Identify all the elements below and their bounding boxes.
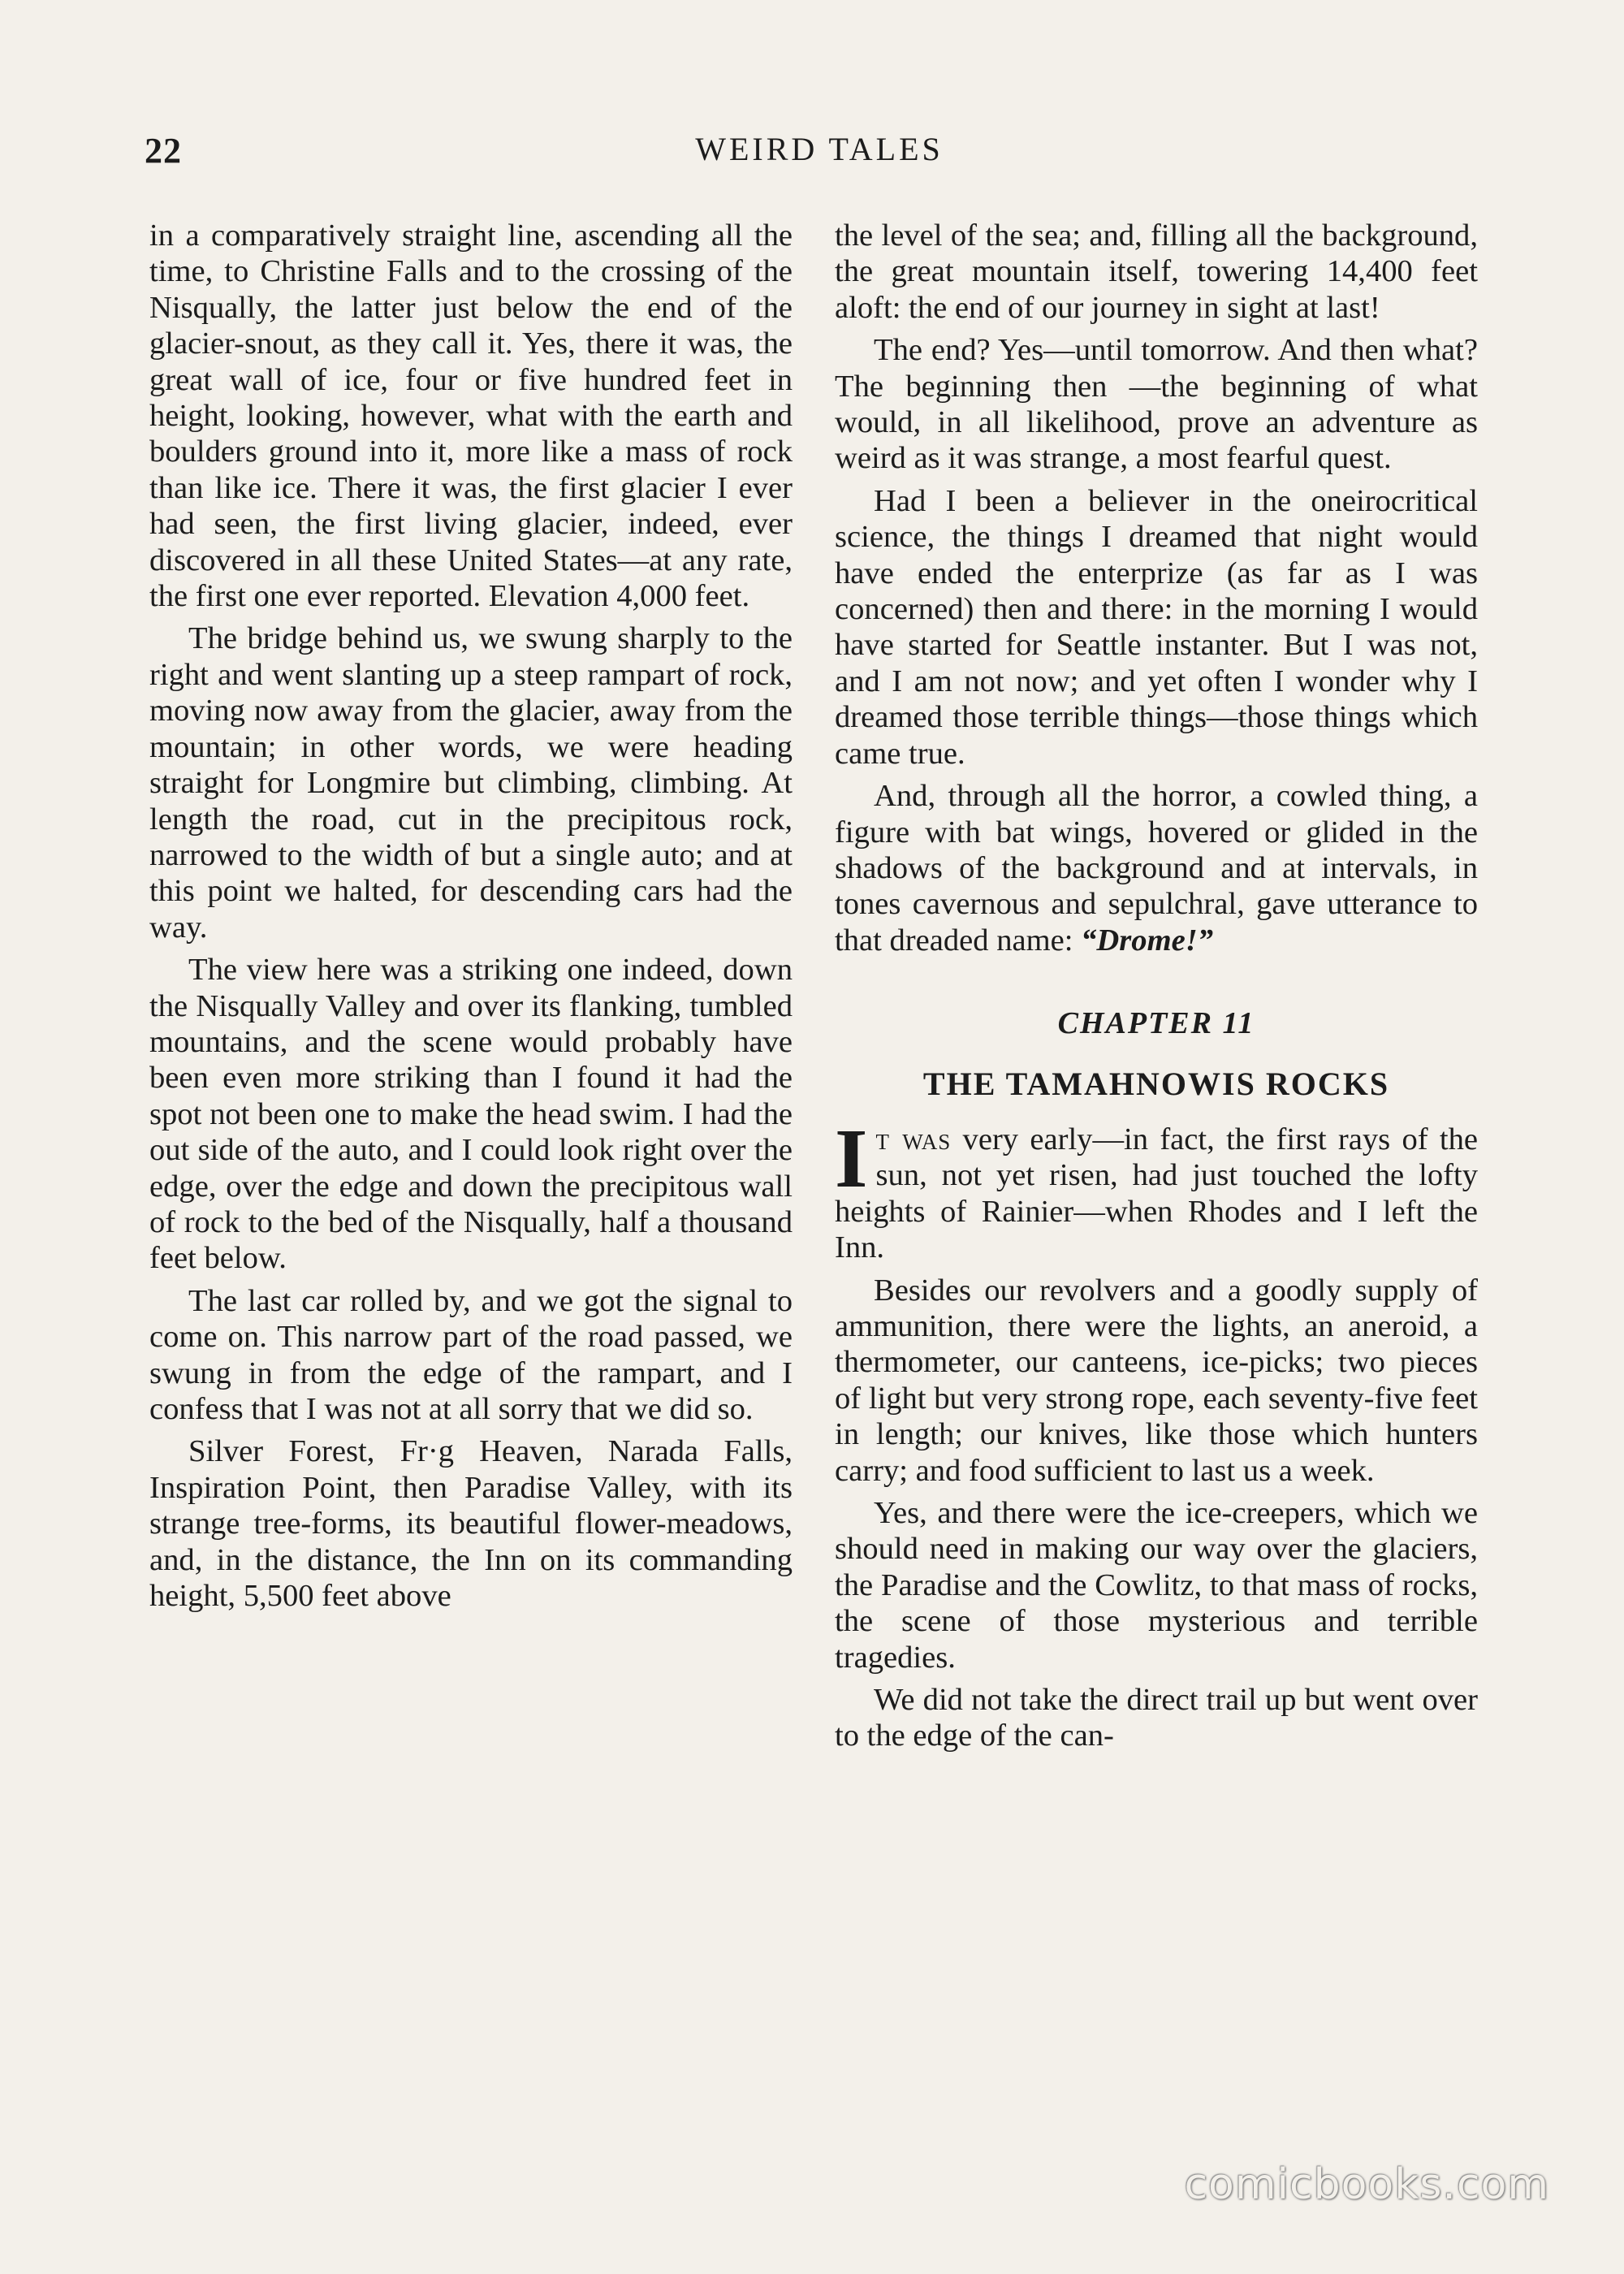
- paragraph-text: very early—in fact, the first rays of the sun, not yet risen, had just touched the lofty heights of Rainier—when Rhodes and I left the Inn.: [835, 1122, 1478, 1265]
- paragraph: The bridge behind us, we swung sharply to the right and went slanting up a steep rampart of rock, moving now away from the glacier, away from the mountain; in other words, we were heading straight for Longmire but climbing, climbing. At length the road, cut in the precipitous rock, narrowed to the width of but a single auto; and at this point we halted, for descending cars had the way.: [149, 621, 793, 945]
- page-header: [145, 130, 1494, 179]
- paragraph: We did not take the direct trail up but went over to the edge of the can-: [835, 1683, 1478, 1753]
- paragraph: Besides our revolvers and a goodly supply of ammunition, there were the lights, an aneroid, a thermometer, our canteens, ice-picks; two pieces of light but very strong rope, each seventy-five feet in length; our knives, like those which hunters carry; and food sufficient to last us a week.: [835, 1273, 1478, 1488]
- paragraph: Yes, and there were the ice-creepers, which we should need in making our way over the glaciers, the Paradise and the Cowlitz, to that mass of rocks, the scene of those mysterious and terrible tragedies.: [835, 1496, 1478, 1675]
- paragraph: The last car rolled by, and we got the signal to come on. This narrow part of the road passed, we swung in from the edge of the rampart, and I confess that I was not at all sorry that we did so.: [149, 1283, 793, 1426]
- paragraph: in a comparatively straight line, ascending all the time, to Christine Falls and to the crossing of the Nisqually, the latter just below the end of the glacier-snout, as they call it. Yes, there it was, the great wall of ice, four or five hundred feet in height, looking, however, what with the earth and boulders ground into it, more like a mass of rock than like ice. There it was, the first glacier I ever had seen, the first living glacier, indeed, ever discovered in all these United States—at any rate, the first one ever reported. Elevation 4,000 feet.: [149, 218, 793, 614]
- chapter-opening-paragraph: [835, 1111, 1478, 1266]
- dreaded-name-quote: “Drome!”: [1081, 923, 1214, 958]
- page-number: 22: [145, 131, 182, 171]
- opening-small-caps: t was: [875, 1122, 952, 1156]
- chapter-title: THE TAMAHNOWIS ROCKS: [922, 1065, 1390, 1102]
- chapter-number: CHAPTER 11: [1057, 1006, 1255, 1041]
- paragraph: [835, 778, 1478, 958]
- drop-cap: I: [835, 1111, 868, 1205]
- paragraph: The view here was a striking one indeed, down the Nisqually Valley and over its flanking, tumbled mountains, and the scene would probably have been even more striking than I found it had the spot not been one to make the head swim. I had the out side of the auto, and I could look right over the edge, over the edge and down the precipitous wall of rock to the bed of the Nisqually, half a thousand feet below.: [149, 953, 793, 1276]
- right-column: [835, 218, 1478, 1761]
- paragraph: Had I been a believer in the oneirocritical science, the things I dreamed that night would have ended the enterprize (as far as I was concerned) then and there: in the morning I would have started for Seattle instanter. But I was not, and I am not now; and yet often I wonder why I dreamed those terrible things—those things which came true.: [835, 483, 1478, 771]
- paragraph: The end? Yes—until tomorrow. And then what? The beginning then —the beginning of what would, in all likelihood, prove an adventure as weird as it was strange, a most fearful quest.: [835, 333, 1478, 476]
- left-column: [149, 218, 793, 1620]
- watermark: comicbooks.com: [1184, 2160, 1549, 2209]
- paragraph: Silver Forest, Fr·g Heaven, Narada Falls, Inspiration Point, then Paradise Valley, with its strange tree-forms, its beautiful flower-meadows, and, in the distance, the Inn on its commanding height, 5,500 feet above: [149, 1434, 793, 1614]
- paragraph-text: And, through all the horror, a cowled thing, a figure with bat wings, hovered or glided in the shadows of the background and at intervals, in tones cavernous and sepulchral, gave utterance to that dreaded name:: [835, 779, 1478, 958]
- running-title: WEIRD TALES: [695, 131, 944, 167]
- paragraph: the level of the sea; and, filling all the background, the great mountain itself, towering 14,400 feet aloft: the end of our journey in sight at last!: [835, 218, 1478, 325]
